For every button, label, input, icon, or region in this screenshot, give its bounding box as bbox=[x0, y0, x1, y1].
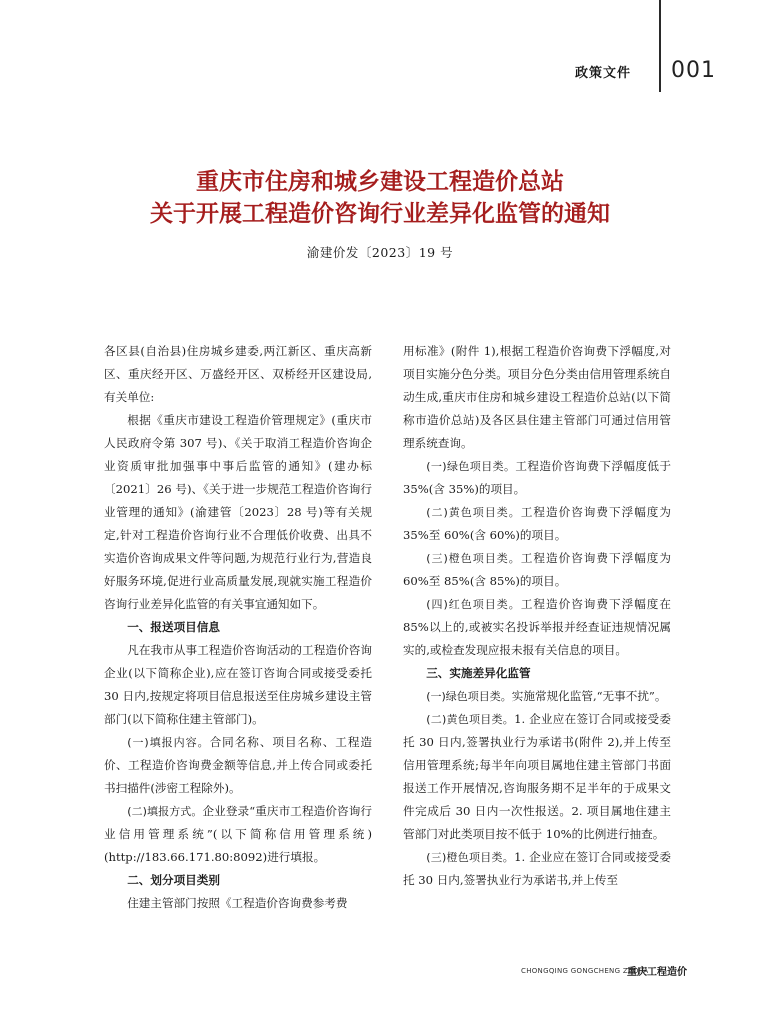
paragraph bbox=[104, 800, 372, 869]
paragraph bbox=[403, 593, 671, 662]
item-text: 企业登录“重庆市工程造价咨询行业信用管理系统”(以下简称信用管理系统)(http://183.66.171.80:8092)进行填报。 bbox=[104, 804, 372, 864]
section-heading: 三、实施差异化监管 bbox=[426, 666, 531, 680]
paragraph bbox=[104, 731, 372, 800]
item-text: 工程造价咨询费下浮幅度低于 35%(含 35%)的项目。 bbox=[403, 459, 671, 496]
document-title-line-1: 重庆市住房和城乡建设工程造价总站 bbox=[196, 169, 564, 195]
item-text: 工程造价咨询费下浮幅度为 35%至 60%(含 60%)的项目。 bbox=[403, 505, 671, 542]
item-text: 工程造价咨询费下浮幅度在 85%以上的,或被实名投诉举报并经查证违规情况属实的,或检查发现应报未报有关信息的项目。 bbox=[403, 597, 671, 657]
section-label: 政策文件 bbox=[575, 66, 632, 81]
paragraph: 根据《重庆市建设工程造价管理规定》(重庆市人民政府令第 307 号)、《关于取消工程造价咨询企业资质审批加强事中事后监管的通知》(建办标〔2021〕26 号)、《关于进一步规范工程造价咨询行业管理的通知》(渝建管〔2023〕28 号)等有关规定,针对工程造价咨询行业不合理低价收费、出具不实造价咨询成果文件等问题,为规范行业行为,营造良好服务环境,促进行业高质量发展,现就实施工程造价咨询行业差异化监管的有关事宜通知如下。 bbox=[104, 413, 372, 611]
page-number: 001 bbox=[671, 58, 716, 83]
item-lead: (三)橙色项目类。 bbox=[426, 851, 515, 864]
item-text: 合同名称、项目名称、工程造价、工程造价咨询费金额等信息,并上传合同或委托书扫描件(涉密工程除外)。 bbox=[104, 735, 372, 795]
item-text: 实施常规化监管,“无事不扰”。 bbox=[511, 689, 667, 703]
item-text: 工程造价咨询费下浮幅度为 60%至 85%(含 85%)的项目。 bbox=[403, 551, 671, 588]
left-column bbox=[104, 340, 372, 915]
document-title-line-2: 关于开展工程造价咨询行业差异化监管的通知 bbox=[150, 201, 610, 227]
item-text: 1. 企业应在签订合同或接受委托 30 日内,签署执业行为承诺书(附件 2),并上传至信用管理系统;每半年向项目属地住建主管部门书面报送工作开展情况,咨询服务期不足半年的于成果文件完成后 30 日内一次性报送。2. 项目属地住建主管部门对此类项目按不低于 10%的比例进行抽查。 bbox=[403, 712, 671, 841]
paragraph bbox=[403, 501, 671, 547]
salutation: 各区县(自治县)住房城乡建委,两江新区、重庆高新区、重庆经开区、万盛经开区、双桥经开区建设局,有关单位: bbox=[104, 344, 372, 404]
paragraph bbox=[403, 685, 671, 708]
paragraph bbox=[403, 708, 671, 846]
journal-name-en: CHONGQING GONGCHENG ZAOJIA bbox=[521, 967, 649, 975]
item-lead: (一)填报内容。 bbox=[127, 736, 210, 749]
item-lead: (二)黄色项目类。 bbox=[426, 713, 515, 726]
right-column bbox=[403, 340, 671, 892]
item-lead: (二)黄色项目类。 bbox=[426, 506, 521, 519]
paragraph bbox=[403, 455, 671, 501]
paragraph bbox=[403, 846, 671, 892]
header-divider bbox=[659, 0, 661, 92]
section-heading: 二、划分项目类别 bbox=[127, 873, 220, 887]
item-lead: (一)绿色项目类。 bbox=[426, 690, 512, 703]
journal-logo: 重庆工程造价 bbox=[627, 967, 687, 978]
paragraph: 用标准》(附件 1),根据工程造价咨询费下浮幅度,对项目实施分色分类。项目分色分类由信用管理系统自动生成,重庆市住房和城乡建设工程造价总站(以下简称市造价总站)及各区县住建主管部门可通过信用管理系统查询。 bbox=[403, 344, 671, 450]
paragraph bbox=[403, 547, 671, 593]
section-heading: 一、报送项目信息 bbox=[127, 620, 220, 634]
item-lead: (四)红色项目类。 bbox=[426, 598, 521, 611]
item-lead: (一)绿色项目类。 bbox=[426, 460, 516, 473]
item-lead: (二)填报方式。 bbox=[127, 805, 203, 818]
paragraph: 凡在我市从事工程造价咨询活动的工程造价咨询企业(以下简称企业),应在签订咨询合同或接受委托 30 日内,按规定将项目信息报送至住房城乡建设主管部门(以下简称住建主管部门)。 bbox=[104, 643, 372, 726]
item-lead: (三)橙色项目类。 bbox=[426, 552, 521, 565]
document-number: 渝建价发〔2023〕19 号 bbox=[306, 245, 454, 260]
item-text: 1. 企业应在签订合同或接受委托 30 日内,签署执业行为承诺书,并上传至 bbox=[403, 850, 671, 887]
paragraph: 住建主管部门按照《工程造价咨询费参考费 bbox=[127, 896, 348, 910]
